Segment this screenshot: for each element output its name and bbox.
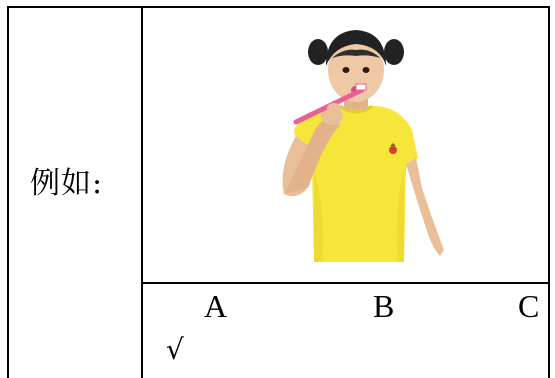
table-border-right (548, 6, 550, 378)
table-border-top (7, 6, 550, 8)
girl-brushing-teeth-image (256, 18, 446, 262)
option-c-label: C (518, 288, 540, 324)
option-a-label: A (204, 288, 228, 324)
table-divider-horizontal (141, 282, 550, 284)
checkmark-icon: √ (166, 333, 184, 366)
table-border-left (7, 6, 9, 378)
table-divider-vertical (141, 6, 143, 378)
option-b-label: B (373, 288, 395, 324)
example-label: 例如: (30, 166, 104, 201)
